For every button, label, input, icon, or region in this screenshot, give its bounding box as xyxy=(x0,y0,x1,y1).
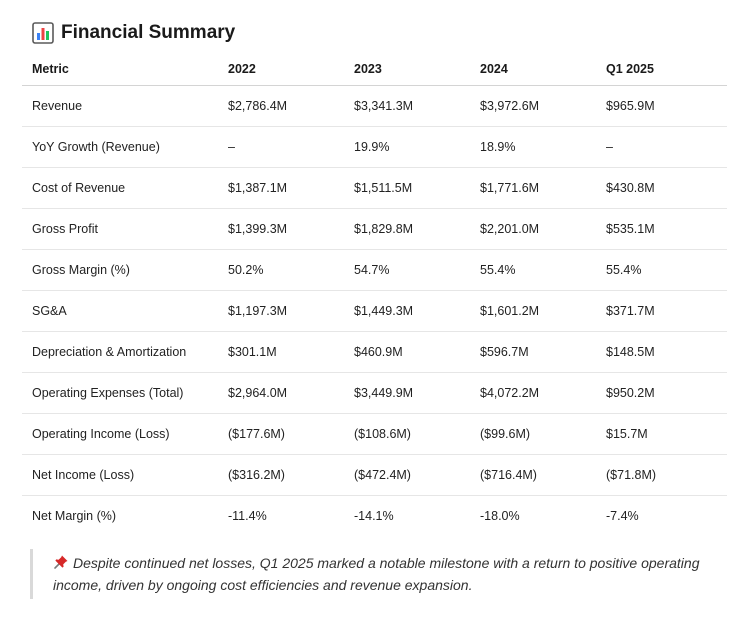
table-row xyxy=(22,86,727,127)
metric-label: Depreciation & Amortization xyxy=(22,332,218,373)
column-header-2022: 2022 xyxy=(218,53,344,86)
table-cell: 50.2% xyxy=(218,250,344,291)
table-cell: $1,399.3M xyxy=(218,209,344,250)
table-row xyxy=(22,291,727,332)
metric-label: Net Income (Loss) xyxy=(22,455,218,496)
table-cell: $3,972.6M xyxy=(470,86,596,127)
table-cell: $430.8M xyxy=(596,168,727,209)
table-cell: -18.0% xyxy=(480,509,520,523)
page-title: Financial Summary xyxy=(61,22,236,43)
table-cell: $596.7M xyxy=(470,332,596,373)
table-cell: $1,387.1M xyxy=(218,168,344,209)
financial-summary-table xyxy=(22,53,727,536)
table-row xyxy=(22,209,727,250)
table-cell: $2,786.4M xyxy=(218,86,344,127)
table-cell: $460.9M xyxy=(344,332,470,373)
table-cell: $371.7M xyxy=(596,291,727,332)
table-cell: ($472.4M) xyxy=(344,455,470,496)
table-cell: $1,829.8M xyxy=(344,209,470,250)
table-cell: $4,072.2M xyxy=(470,373,596,414)
column-header-q1-2025: Q1 2025 xyxy=(596,53,727,86)
table-cell: $1,449.3M xyxy=(344,291,470,332)
table-cell: -11.4% xyxy=(228,509,267,523)
metric-label: Cost of Revenue xyxy=(22,168,218,209)
table-cell: 19.9% xyxy=(344,127,470,168)
table-row xyxy=(22,373,727,414)
table-cell: ($71.8M) xyxy=(596,455,727,496)
table-cell: 18.9% xyxy=(470,127,596,168)
table-cell: $3,449.9M xyxy=(344,373,470,414)
metric-label: SG&A xyxy=(22,291,218,332)
table-cell: 54.7% xyxy=(344,250,470,291)
table-cell: ($99.6M) xyxy=(470,414,596,455)
table-cell: ($316.2M) xyxy=(218,455,344,496)
table-cell: $3,341.3M xyxy=(344,86,470,127)
table-cell: 55.4% xyxy=(470,250,596,291)
table-row xyxy=(22,127,727,168)
table-cell: $950.2M xyxy=(596,373,727,414)
page-heading xyxy=(32,22,235,44)
metric-label: Revenue xyxy=(22,86,218,127)
table-body xyxy=(22,86,727,537)
table-cell: ($716.4M) xyxy=(470,455,596,496)
pushpin-icon xyxy=(53,554,69,570)
metric-label: Net Margin (%) xyxy=(32,509,117,523)
bar-chart-icon xyxy=(32,22,54,44)
table-cell: -14.1% xyxy=(354,509,394,523)
metric-label: Operating Expenses (Total) xyxy=(22,373,218,414)
table-row xyxy=(22,332,727,373)
table-cell: $2,964.0M xyxy=(218,373,344,414)
metric-label: Operating Income (Loss) xyxy=(22,414,218,455)
note-text: Despite continued net losses, Q1 2025 marked a notable milestone with a return to positive operating income, driven by ongoing cost efficiencies and revenue expansion. xyxy=(53,555,700,593)
table-cell: $15.7M xyxy=(596,414,727,455)
table-cell: $1,197.3M xyxy=(218,291,344,332)
table-cell: – xyxy=(596,127,727,168)
table-cell: $2,201.0M xyxy=(470,209,596,250)
table-row xyxy=(22,414,727,455)
column-header-metric: Metric xyxy=(22,53,218,86)
table-cell: ($108.6M) xyxy=(344,414,470,455)
table-cell: -7.4% xyxy=(606,509,639,523)
table-row xyxy=(22,168,727,209)
table-cell: $1,771.6M xyxy=(470,168,596,209)
summary-note xyxy=(30,549,720,599)
column-header-2024: 2024 xyxy=(470,53,596,86)
metric-label: Gross Margin (%) xyxy=(22,250,218,291)
table-cell: – xyxy=(218,127,344,168)
table-cell: ($177.6M) xyxy=(218,414,344,455)
table-cell: $965.9M xyxy=(596,86,727,127)
table-cell: 55.4% xyxy=(596,250,727,291)
table-cell: $301.1M xyxy=(218,332,344,373)
table-row xyxy=(22,455,727,496)
metric-label: YoY Growth (Revenue) xyxy=(22,127,218,168)
metric-label: Gross Profit xyxy=(22,209,218,250)
column-header-2023: 2023 xyxy=(344,53,470,86)
table-row xyxy=(22,496,727,537)
table-header-row xyxy=(22,53,727,86)
table-cell: $1,511.5M xyxy=(344,168,470,209)
table-cell: $535.1M xyxy=(596,209,727,250)
table-cell: $1,601.2M xyxy=(470,291,596,332)
table-cell: $148.5M xyxy=(596,332,727,373)
table-row xyxy=(22,250,727,291)
